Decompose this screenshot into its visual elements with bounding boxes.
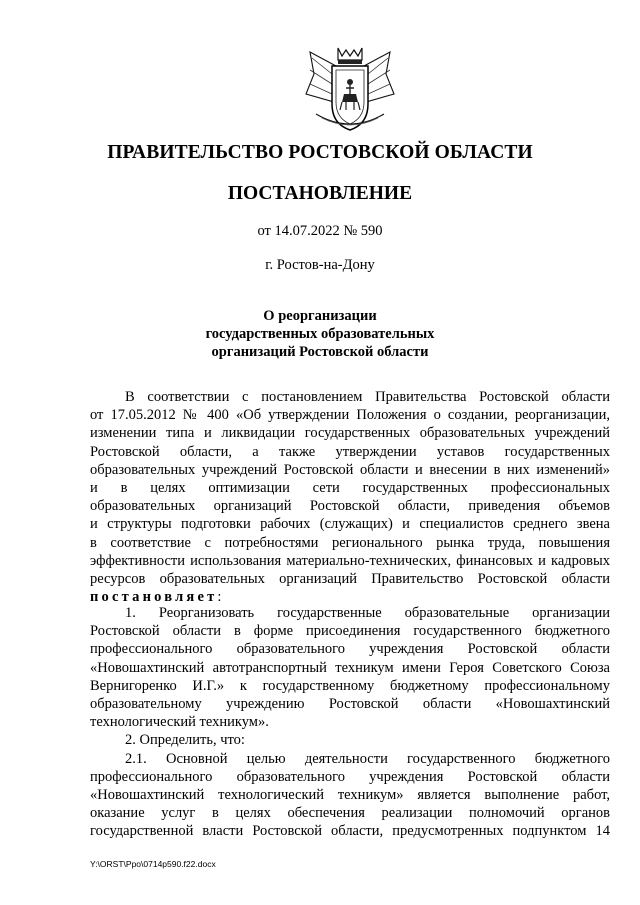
subject-line: государственных образовательных	[205, 326, 435, 342]
government-title: ПРАВИТЕЛЬСТВО РОСТОВСКОЙ ОБЛАСТИ	[107, 142, 533, 163]
document-place: г. Ростов-на-Дону	[265, 257, 375, 273]
text-line: Ростовской области, а также утверждении уставов государственных	[90, 443, 610, 460]
text-line: и в целях оптимизации сети государственных профессиональных	[90, 479, 610, 496]
resolve-colon: :	[217, 589, 222, 606]
text-line: Вернигоренко И.Г.» к государственному бюджетному профессиональному	[90, 677, 610, 694]
text-line: 2. Определить, что:	[125, 732, 245, 749]
text-line: оказание услуг в целях обеспечения реализации полномочий органов	[90, 805, 610, 822]
text-line: профессионального образовательного учреждения Ростовской области	[90, 641, 610, 658]
text-line: образовательному учреждению Ростовской области «Новошахтинский	[90, 695, 610, 712]
text-line: государственной власти Ростовской области, предусмотренных подпунктом 14	[90, 823, 610, 840]
text-line: в соответствие с потребностями регионального рынка труда, повышения	[90, 534, 610, 551]
document-type-title: ПОСТАНОВЛЕНИЕ	[227, 183, 413, 204]
text-line: образовательных учреждений Ростовской области и внесении в них изменений»	[90, 461, 610, 478]
preamble-paragraph	[90, 388, 610, 606]
text-line: профессионального образовательного учреждения Ростовской области	[90, 768, 610, 785]
text-line: ресурсов образовательных организаций Правительство Ростовской области	[90, 570, 610, 587]
text-line: В соответствии с постановлением Правительства Ростовской области	[125, 389, 610, 405]
rostov-oblast-coat-of-arms-icon	[296, 44, 404, 134]
text-line: «Новошахтинский автотранспортный техникум имени Героя Советского Союза	[90, 659, 610, 676]
text-line: технологический техникум».	[90, 714, 269, 731]
items-section	[90, 604, 610, 840]
subject-line: организаций Ростовской области	[211, 344, 429, 360]
text-line: 2.1. Основной целью деятельности государственного бюджетного	[125, 750, 610, 767]
document-subject	[0, 307, 640, 361]
text-line: и структуры подготовки рабочих (служащих) и специалистов среднего звена	[90, 516, 610, 533]
file-path-footer: Y:\ORST\Ppo\0714p590.f22.docx	[90, 859, 216, 869]
resolve-word: постановляет	[90, 589, 218, 606]
text-line: Ростовской области в форме присоединения государственного бюджетного	[90, 623, 610, 640]
text-line: от 17.05.2012 № 400 «Об утверждении Положения о создании, реорганизации,	[90, 407, 610, 424]
text-line: «Новошахтинский технологический техникум» является выполнение работ,	[90, 786, 610, 803]
subject-line: О реорганизации	[263, 308, 377, 324]
text-line: образовательных организаций Ростовской области, приведения объемов	[90, 498, 610, 515]
document-date-number: от 14.07.2022 № 590	[257, 223, 383, 239]
text-line: 1. Реорганизовать государственные образовательные организации	[125, 605, 610, 621]
text-line: эффективности использования материально-технических, финансовых и кадровых	[90, 552, 610, 569]
text-line: изменении типа и ликвидации государственных образовательных учреждений	[90, 425, 610, 442]
